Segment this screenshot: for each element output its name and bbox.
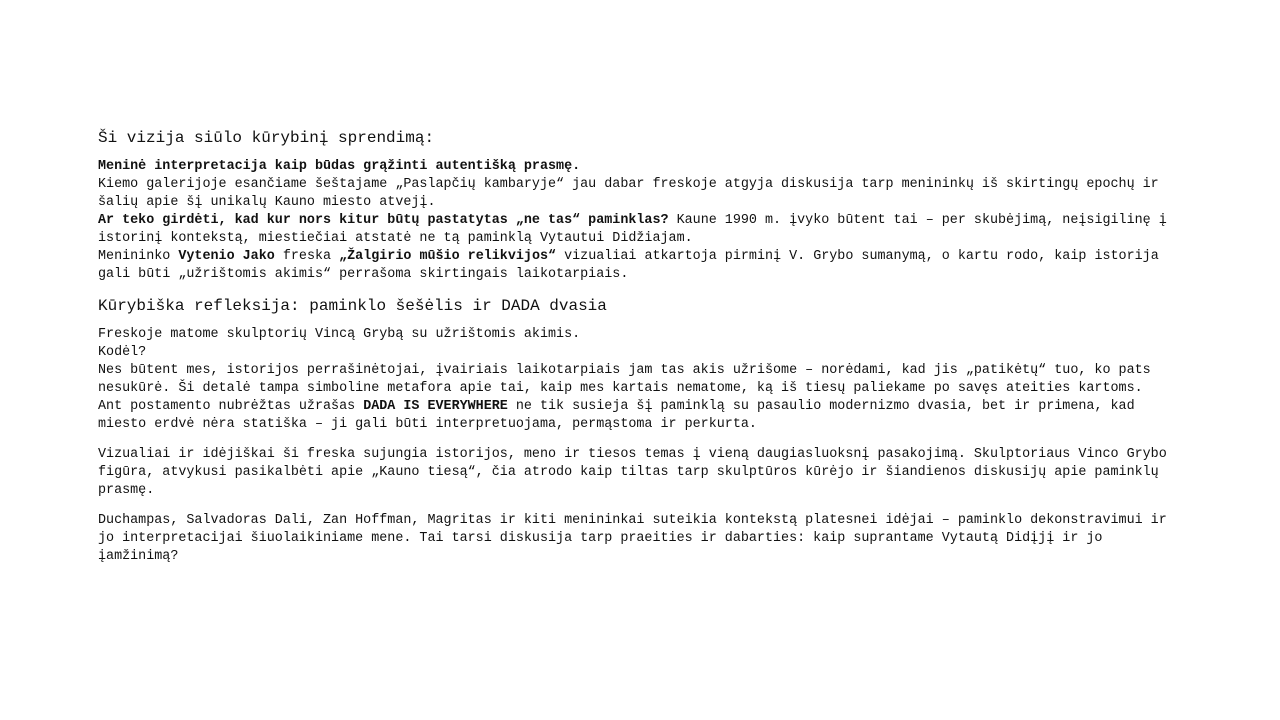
paragraph-artist-fresco: Menininko Vytenio Jako freska „Žalgirio mūšio relikvijos“ vizualiai atkartoja pirminį V. Grybo sumanymą, o kartu rodo, kaip istorija gali būti „užrištomis akimis“ perrašoma skirtingais laikotarpiais. [98, 249, 1159, 282]
paragraph-gallery: Kiemo galerijoje esančiame šeštajame „Paslapčių kambaryje“ jau dabar freskoje atgyja diskusija tarp menininkų iš skirtingų epochų ir šalių apie šį unikalų Kauno miesto atvejį. [98, 177, 1159, 210]
lead-statement: Meninė interpretacija kaip būdas grąžinti autentišką prasmę. [98, 159, 581, 174]
artist-name: Vytenio Jako [178, 249, 275, 264]
section-heading-reflection: Kūrybiška refleksija: paminklo šešėlis ir DADA dvasia [98, 297, 607, 315]
fresco-title: „Žalgirio mūšio relikvijos“ [339, 249, 557, 264]
section2-body [98, 326, 1188, 434]
paragraph-artists-context: Duchampas, Salvadoras Dali, Zan Hoffman, Magritas ir kiti menininkai suteikia kontekstą platesnei idėjai – paminklo dekonstravimui ir jo interpretacijai šiuolaikiniame mene. Tai tarsi diskusija tarp praeities ir dabarties: kaip suprantame Vytautą Didįjį ir jo įamžinimą? [98, 513, 1167, 564]
line-fresco-sculptor: Freskoje matome skulptorių Vincą Grybą su užrištomis akimis. [98, 327, 581, 342]
question-bold: Ar teko girdėti, kad kur nors kitur būtų pastatytas „ne tas“ paminklas? [98, 213, 669, 228]
dada-inscription: DADA IS EVERYWHERE [363, 399, 508, 414]
section-heading-creative-solution: Ši vizija siūlo kūrybinį sprendimą: [98, 129, 435, 147]
line-dada: Ant postamento nubrėžtas užrašas DADA IS EVERYWHERE ne tik susieja šį paminklą su pasaulio modernizmo dvasia, bet ir primena, kad miesto erdvė nėra statiška – ji gali būti interpretuojama, permąstoma ir perkurta. [98, 399, 1135, 432]
paragraph-visual-ideas: Vizualiai ir idėjiškai ši freska sujungia istorijos, meno ir tiesos temas į vieną daugiasluoksnį pasakojimą. Skulptoriaus Vinco Grybo figūra, atvykusi pasikalbėti apie „Kauno tiesą“, čia atrodo kaip tiltas tarp skulptūros kūrėjo ir šiandienos diskusijų apie paminklų prasmę. [98, 447, 1167, 498]
section1-body [98, 158, 1188, 284]
line-why: Kodėl? [98, 345, 147, 360]
article [98, 128, 1188, 578]
line-rewriters: Nes būtent mes, istorijos perrašinėtojai, įvairiais laikotarpiais jam tas akis užrišome – norėdami, kad jis „patikėtų“ tuo, ko pats nesukūrė. Ši detalė tampa simboline metafora apie tai, kaip mes kartais nematome, ką iš tiesų paliekame po savęs ateities kartoms. [98, 363, 1151, 396]
paragraph-question: Ar teko girdėti, kad kur nors kitur būtų pastatytas „ne tas“ paminklas? Kaune 1990 m. įvyko būtent tai – per skubėjimą, neįsigilinę į istorinį kontekstą, miestiečiai atstatė ne tą paminklą Vytautui Didžiajam. [98, 213, 1167, 246]
